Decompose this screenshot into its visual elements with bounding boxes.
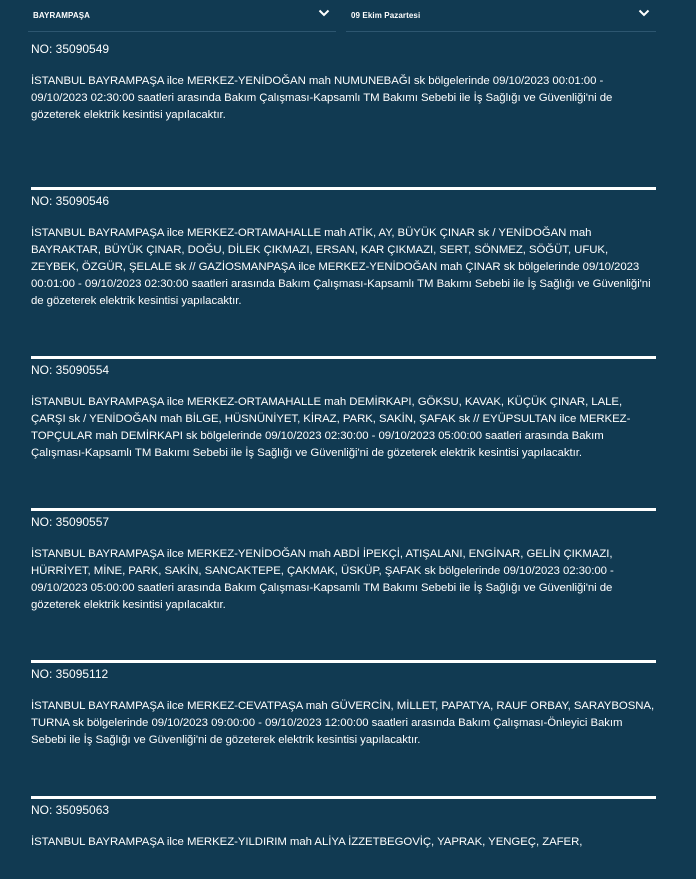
notice-number: NO: 35095063 <box>31 803 110 817</box>
date-select[interactable] <box>346 0 656 32</box>
notice-number: NO: 35090549 <box>31 42 110 56</box>
outage-notice <box>31 799 656 879</box>
notice-number: NO: 35090557 <box>31 515 110 529</box>
notice-description: İSTANBUL BAYRAMPAŞA ilce MERKEZ-YENİDOĞAN mah NUMUNEBAĞI sk bölgelerinde 09/10/2023 00:01:00 - 09/10/2023 02:30:00 saatleri arasında Bakım Çalışması-Kapsamlı TM Bakımı Sebebi ile İş Sağlığı ve Güvenliği'ni de gözeterek elektrik kesintisi yapılacaktır. <box>31 75 613 121</box>
notice-description: İSTANBUL BAYRAMPAŞA ilce MERKEZ-ORTAMAHALLE mah DEMİRKAPI, GÖKSU, KAVAK, KÜÇÜK ÇINAR, LALE, ÇARŞI sk / YENİDOĞAN mah BİLGE, HÜSNÜNİYET, KİRAZ, PARK, SAKİN, ŞAFAK sk // EYÜPSULTAN ilce MERKEZ-TOPÇULAR mah DEMİRKAPI sk bölgelerinde 09/10/2023 02:30:00 - 09/10/2023 05:00:00 saatleri arasında Bakım Çalışması-Kapsamlı TM Bakımı Sebebi ile İş Sağlığı ve Güvenliği'ni de gözeterek elektrik kesintisi yapılacaktır. <box>31 396 631 459</box>
outage-notice <box>31 663 656 799</box>
notice-description: İSTANBUL BAYRAMPAŞA ilce MERKEZ-CEVATPAŞA mah GÜVERCİN, MİLLET, PAPATYA, RAUF ORBAY, SARAYBOSNA, TURNA sk bölgelerinde 09/10/2023 09:00:00 - 09/10/2023 12:00:00 saatleri arasında Bakım Çalışması-Önleyici Bakım Sebebi ile İş Sağlığı ve Güvenliği'ni de gözeterek elektrik kesintisi yapılacaktır. <box>31 700 655 746</box>
outage-notice <box>31 190 656 359</box>
outage-notice <box>31 511 656 663</box>
notice-description: İSTANBUL BAYRAMPAŞA ilce MERKEZ-ORTAMAHALLE mah ATİK, AY, BÜYÜK ÇINAR sk / YENİDOĞAN mah BAYRAKTAR, BÜYÜK ÇINAR, DOĞU, DİLEK ÇIKMAZI, ERSAN, KAR ÇIKMAZI, SERT, SÖNMEZ, SÖĞÜT, UFUK, ZEYBEK, ÖZGÜR, ŞELALE sk // GAZİOSMANPAŞA ilce MERKEZ-YENİDOĞAN mah ÇINAR sk bölgelerinde 09/10/2023 00:01:00 - 09/10/2023 02:30:00 saatleri arasında Bakım Çalışması-Kapsamlı TM Bakımı Sebebi ile İş Sağlığı ve Güvenliği'ni de gözeterek elektrik kesintisi yapılacaktır. <box>31 227 651 307</box>
notice-number: NO: 35090554 <box>31 363 110 377</box>
outage-notice <box>31 38 656 190</box>
filter-bar <box>0 0 696 32</box>
notice-description: İSTANBUL BAYRAMPAŞA ilce MERKEZ-YILDIRIM mah ALİYA İZZETBEGOVİÇ, YAPRAK, YENGEÇ, ZAFER, <box>31 836 583 848</box>
district-select[interactable] <box>28 0 336 32</box>
district-select-value: BAYRAMPAŞA <box>33 11 91 20</box>
outage-notice-list <box>31 38 656 879</box>
notice-description: İSTANBUL BAYRAMPAŞA ilce MERKEZ-YENİDOĞAN mah ABDİ İPEKÇİ, ATIŞALANI, ENGİNAR, GELİN ÇIKMAZI, HÜRRİYET, MİNE, PARK, SAKİN, SANCAKTEPE, ÇAKMAK, ÜSKÜP, ŞAFAK sk bölgelerinde 09/10/2023 02:30:00 - 09/10/2023 05:00:00 saatleri arasında Bakım Çalışması-Kapsamlı TM Bakımı Sebebi ile İş Sağlığı ve Güvenliği'ni de gözeterek elektrik kesintisi yapılacaktır. <box>31 548 614 611</box>
date-select-value: 09 Ekim Pazartesi <box>351 11 421 20</box>
notice-number: NO: 35095112 <box>31 667 109 681</box>
notice-number: NO: 35090546 <box>31 194 110 208</box>
chevron-down-icon <box>638 8 650 18</box>
chevron-down-icon <box>318 8 330 18</box>
outage-notice <box>31 359 656 511</box>
